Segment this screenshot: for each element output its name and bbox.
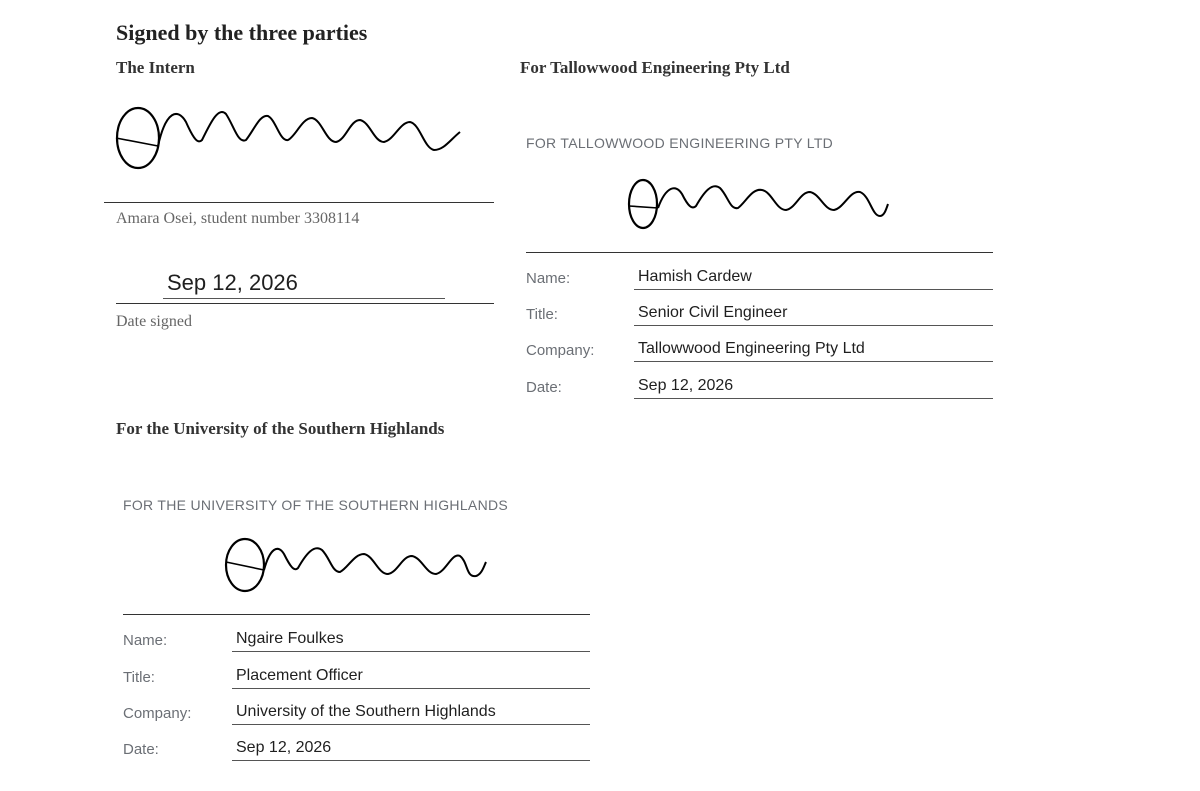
intern-signature-line	[104, 202, 494, 203]
intern-date-field-line	[163, 298, 445, 299]
university-field-label: Company:	[123, 705, 192, 722]
university-field-label: Name:	[123, 632, 168, 649]
intern-signature-caption: Amara Osei, student number 3308114	[116, 210, 360, 227]
company-field-label: Company:	[526, 342, 595, 359]
university-field-value: Sep 12, 2026	[236, 739, 332, 756]
company-field-label: Name:	[526, 270, 571, 287]
field-underline	[634, 289, 993, 290]
university-signature-line	[123, 614, 590, 615]
company-block-caption: FOR TALLOWWOOD ENGINEERING PTY LTD	[526, 135, 834, 151]
field-underline	[634, 361, 993, 362]
university-field-label: Date:	[123, 741, 159, 758]
company-section-title: For Tallowwood Engineering Pty Ltd	[520, 58, 790, 77]
university-field-value: Ngaire Foulkes	[236, 630, 344, 647]
university-field-label: Title:	[123, 669, 155, 686]
field-underline	[232, 688, 590, 689]
university-block-caption: FOR THE UNIVERSITY OF THE SOUTHERN HIGHLANDS	[123, 497, 509, 513]
field-underline	[634, 325, 993, 326]
company-field-label: Date:	[526, 379, 562, 396]
field-underline	[634, 398, 993, 399]
field-underline	[232, 651, 590, 652]
company-field-value: Senior Civil Engineer	[638, 304, 788, 321]
intern-date-value: Sep 12, 2026	[167, 270, 298, 295]
company-field-value: Hamish Cardew	[638, 268, 752, 285]
company-field-value: Sep 12, 2026	[638, 377, 734, 394]
intern-date-line	[116, 303, 494, 304]
company-signature	[622, 174, 892, 234]
university-signature	[220, 534, 490, 598]
company-field-label: Title:	[526, 306, 558, 323]
university-section-title: For the University of the Southern Highlands	[116, 419, 445, 438]
company-signature-line	[526, 252, 993, 253]
field-underline	[232, 760, 590, 761]
university-field-value: University of the Southern Highlands	[236, 703, 496, 720]
university-field-value: Placement Officer	[236, 667, 363, 684]
company-field-value: Tallowwood Engineering Pty Ltd	[638, 340, 865, 357]
intern-date-caption: Date signed	[116, 313, 192, 330]
page-heading: Signed by the three parties	[116, 20, 368, 45]
field-underline	[232, 724, 590, 725]
intern-signature	[110, 100, 470, 180]
intern-section-title: The Intern	[116, 58, 195, 77]
